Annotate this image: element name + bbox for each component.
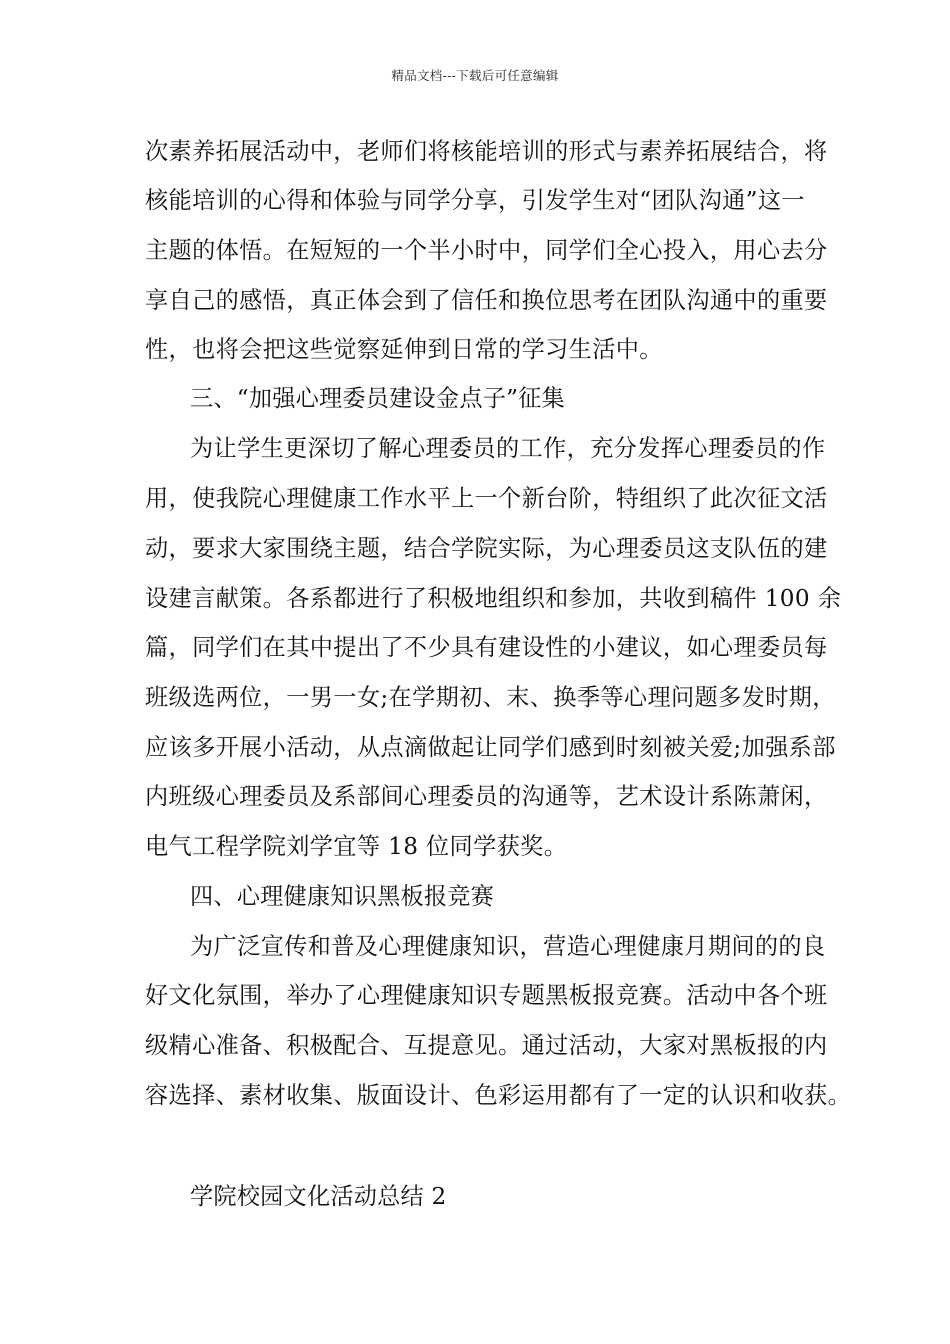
body-line: 内班级心理委员及系部间心理委员的沟通等，艺术设计系陈萧闲， [145, 783, 828, 810]
body-line: 为让学生更深切了解心理委员的工作，充分发挥心理委员的作 [190, 435, 826, 462]
body-line: 设建言献策。各系都进行了积极地组织和参加，共收到稿件 100 余 [145, 585, 842, 612]
body-line: 级精心准备、积极配合、互提意见。通过活动，大家对黑板报的内 [145, 1032, 828, 1059]
section-heading: 三、“加强心理委员建设金点子”征集 [190, 385, 565, 412]
body-line: 次素养拓展活动中，老师们将核能培训的形式与素养拓展结合，将 [145, 138, 828, 165]
body-line: 电气工程学院刘学宜等 18 位同学获奖。 [145, 833, 568, 860]
body-line: 班级选两位，一男一女;在学期初、末、换季等心理问题多发时期， [145, 684, 836, 711]
body-line: 核能培训的心得和体验与同学分享，引发学生对“团队沟通”这一 [145, 187, 805, 214]
document-title: 学院校园文化活动总结 2 [190, 1183, 447, 1210]
body-line: 动，要求大家围绕主题，结合学院实际，为心理委员这支队伍的建 [145, 535, 828, 562]
body-line: 好文化氛围，举办了心理健康知识专题黑板报竞赛。活动中各个班 [145, 982, 828, 1009]
body-line: 容选择、素材收集、版面设计、色彩运用都有了一定的认识和收获。 [145, 1082, 852, 1109]
body-line: 为广泛宣传和普及心理健康知识，营造心理健康月期间的的良 [190, 933, 826, 960]
page-header: 精品文档---下载后可任意编辑 [391, 68, 559, 83]
body-line: 用，使我院心理健康工作水平上一个新台阶，特组织了此次征文活 [145, 485, 828, 512]
body-line: 主题的体悟。在短短的一个半小时中，同学们全心投入，用心去分 [145, 237, 828, 264]
body-line: 性，也将会把这些觉察延伸到日常的学习生活中。 [145, 336, 663, 363]
body-line: 享自己的感悟，真正体会到了信任和换位思考在团队沟通中的重要 [145, 287, 828, 314]
body-line: 篇，同学们在其中提出了不少具有建设性的小建议，如心理委员每 [145, 634, 828, 661]
body-line: 应该多开展小活动，从点滴做起让同学们感到时刻被关爱;加强系部 [145, 734, 836, 761]
section-heading: 四、心理健康知识黑板报竞赛 [190, 883, 495, 910]
